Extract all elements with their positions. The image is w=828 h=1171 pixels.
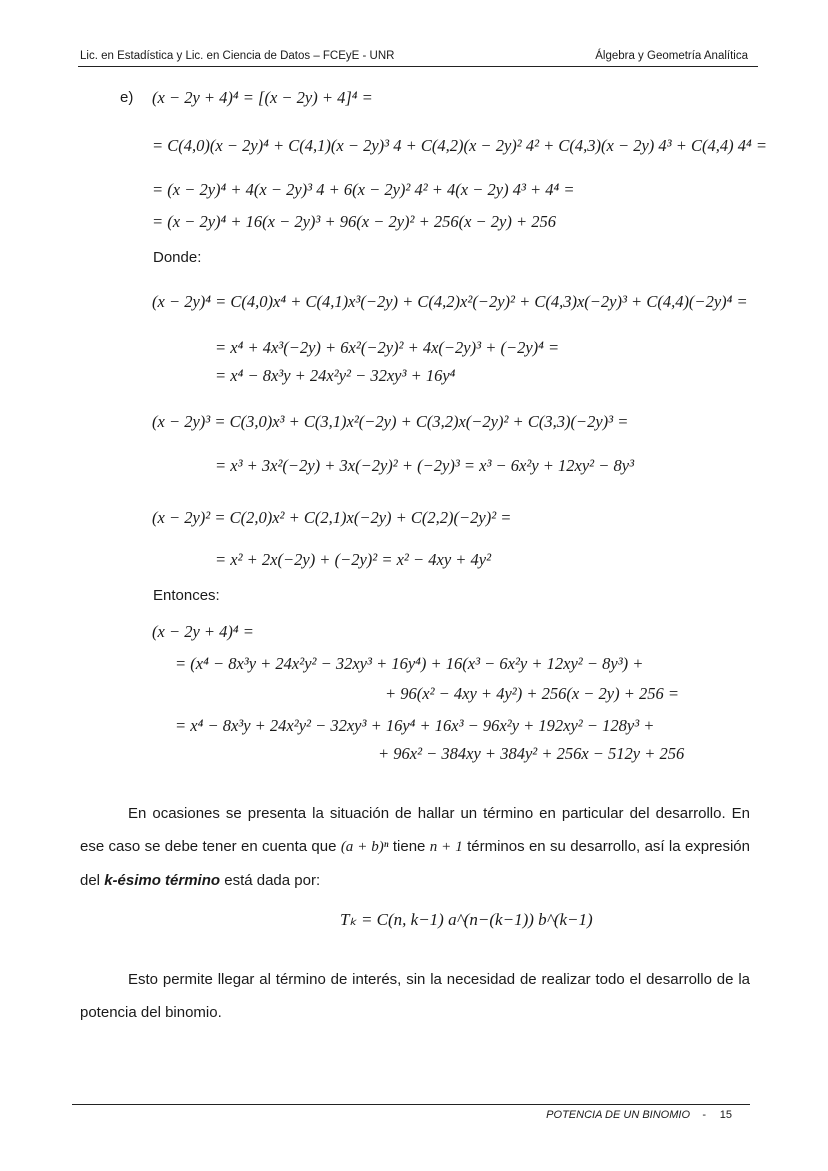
result-line: (x − 2y + 4)⁴ = — [152, 622, 254, 641]
result-line: + 96(x² − 4xy + 4y²) + 256(x − 2y) + 256 = — [385, 684, 680, 703]
pow3-line: (x − 2y)³ = C(3,0)x³ + C(3,1)x²(−2y) + C(3,2)x(−2y)² + C(3,3)(−2y)³ = — [152, 412, 629, 431]
paragraph-kth-term — [80, 797, 750, 897]
pow4-line: = x⁴ − 8x³y + 24x²y² − 32xy³ + 16y⁴ — [215, 366, 456, 385]
paragraph-text: está dada por: — [220, 872, 321, 889]
pow4-line: = x⁴ + 4x³(−2y) + 6x²(−2y)² + 4x(−2y)³ + (−2y)⁴ = — [215, 338, 560, 357]
paragraph-text: Esto permite llegar al término de interés, sin la necesidad de realizar todo el desarrollo de la potencia del binomio. — [80, 971, 750, 1021]
paragraph-text: En ocasiones se presenta la situación de hallar un término en particular del desarrollo. En ese caso se debe tener en cuenta que — [80, 805, 750, 855]
expansion-line: = (x − 2y)⁴ + 16(x − 2y)³ + 96(x − 2y)² + 256(x − 2y) + 256 — [152, 212, 557, 231]
kth-term-bold: k-ésimo término — [104, 872, 221, 889]
footer-divider — [72, 1104, 750, 1105]
header-left: Lic. en Estadística y Lic. en Ciencia de Datos – FCEyE - UNR — [80, 50, 395, 62]
kth-term-formula: Tₖ = C(n, k−1) a^(n−(k−1)) b^(k−1) — [340, 910, 593, 929]
pow2-line: (x − 2y)² = C(2,0)x² + C(2,1)x(−2y) + C(2,2)(−2y)² = — [152, 508, 512, 527]
result-line: = (x⁴ − 8x³y + 24x²y² − 32xy³ + 16y⁴) + 16(x³ − 6x²y + 12xy² − 8y³) + — [175, 654, 644, 673]
paragraph-conclusion — [80, 963, 750, 1029]
math-binomial: (a + b)ⁿ — [340, 839, 389, 855]
header-right: Álgebra y Geometría Analítica — [595, 50, 748, 62]
pow4-line: (x − 2y)⁴ = C(4,0)x⁴ + C(4,1)x³(−2y) + C(4,2)x²(−2y)² + C(4,3)x(−2y)³ + C(4,4)(−2y)⁴ = — [152, 292, 748, 311]
expansion-line: = (x − 2y)⁴ + 4(x − 2y)³ 4 + 6(x − 2y)² 4² + 4(x − 2y) 4³ + 4⁴ = — [152, 180, 575, 199]
header-divider — [78, 66, 758, 67]
pow2-line: = x² + 2x(−2y) + (−2y)² = x² − 4xy + 4y² — [215, 550, 492, 569]
page-number: 15 — [719, 1109, 732, 1121]
donde-label: Donde: — [153, 249, 202, 266]
entonces-label: Entonces: — [153, 587, 220, 604]
math-terms: n + 1 — [429, 839, 463, 855]
result-line: + 96x² − 384xy + 384y² + 256x − 512y + 256 — [378, 744, 685, 763]
pow3-line: = x³ + 3x²(−2y) + 3x(−2y)² + (−2y)³ = x³ − 6x²y + 12xy² − 8y³ — [215, 456, 635, 475]
expansion-line: = C(4,0)(x − 2y)⁴ + C(4,1)(x − 2y)³ 4 + C(4,2)(x − 2y)² 4² + C(4,3)(x − 2y) 4³ + C(4,4) 4⁴ = — [152, 136, 767, 155]
result-line: = x⁴ − 8x³y + 24x²y² − 32xy³ + 16y⁴ + 16x³ − 96x²y + 192xy² − 128y³ + — [175, 716, 655, 735]
footer-separator: - — [702, 1109, 706, 1121]
item-label: e) — [120, 89, 134, 106]
footer-title: POTENCIA DE UN BINOMIO — [546, 1109, 690, 1121]
paragraph-text: tiene — [388, 838, 430, 855]
expansion-line: (x − 2y + 4)⁴ = [(x − 2y) + 4]⁴ = — [152, 88, 373, 107]
paragraph-text: términos en su desarrollo, así la expresión del — [80, 838, 750, 889]
